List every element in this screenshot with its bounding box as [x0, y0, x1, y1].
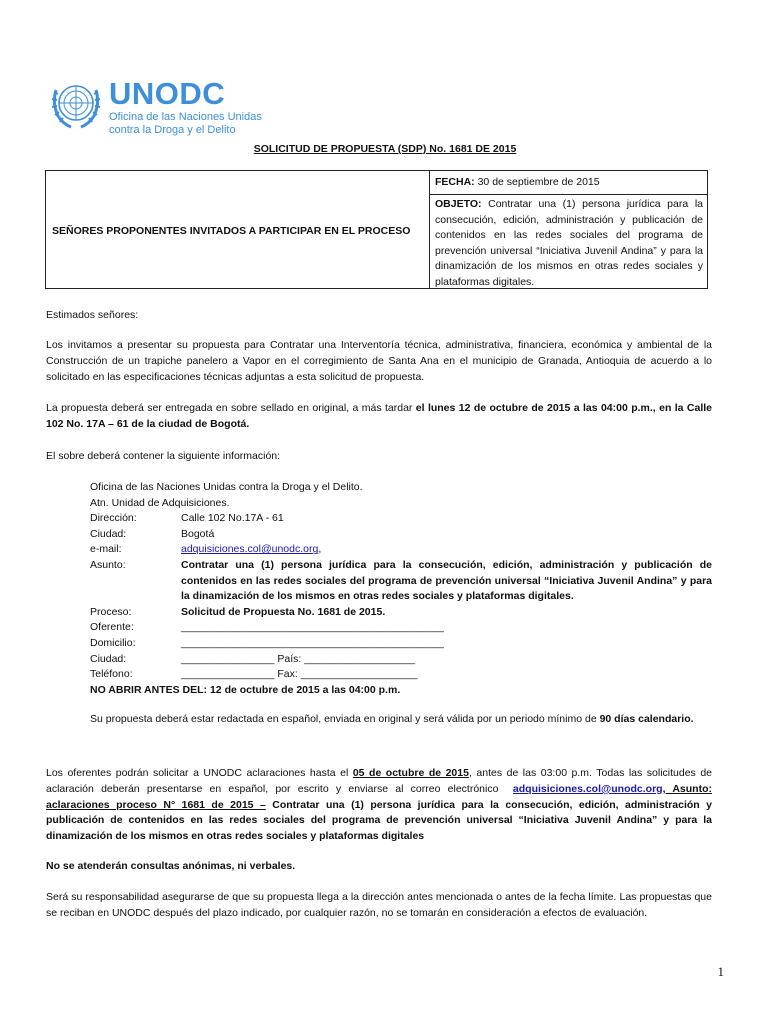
delivery-text: La propuesta deberá ser entregada en sobre sellado en original, a más tardar [46, 402, 413, 414]
addressee-text: SEÑORES PROPONENTES INVITADOS A PARTICIPAR EN EL PROCESO [52, 225, 411, 237]
telefono-fax-blank: ________________ Fax: ____________________ [181, 668, 418, 681]
aclaraciones-date: 05 de octubre de 2015 [352, 767, 469, 779]
address-line2: Atn. Unidad de Adquisiciones. [90, 496, 230, 509]
logo-subtitle-line1: Oficina de las Naciones Unidas [109, 111, 262, 123]
validez-days: 90 días calendario. [596, 713, 694, 726]
validez-text: Su propuesta deberá estar redactada en español, enviada en original y será válida por un periodo mínimo de [90, 713, 597, 726]
document-title: SOLICITUD DE PROPUESTA (SDP) No. 1681 DE 2015 [253, 143, 517, 155]
ciudad2-label: Ciudad: [90, 652, 127, 665]
aclaraciones-asunto-rest: Contratar una (1) persona jurídica para la consecución, edición, administración y publicación de contenidos en las redes sociales del programa de prevención universal “Iniciativa Juvenil Andina” y para la dinamización de los mismos en otras redes sociales y plataformas digitales [46, 798, 712, 843]
header-table [45, 170, 708, 289]
email-suffix: , [318, 543, 322, 556]
paragraph-responsabilidad: Será su responsabilidad asegurarse de que su propuesta llega a la dirección antes mencionada o antes de la fecha límite. Las propuestas que se reciban en UNODC después del plazo indicado, por cualquier razón, no se tomarán en consideración a efectos de evaluación. [46, 891, 712, 919]
objeto-text: Contratar una (1) persona jurídica para la consecución, edición, administración y publicación de contenidos en las redes sociales del programa de prevención universal “Iniciativa Juvenil Andina” y para la dinamización de los mismos en otras redes sociales y plataformas digitales. [435, 198, 704, 288]
no-consultas-text: No se atenderán consultas anónimas, ni verbales. [46, 860, 296, 872]
aclaraciones-text2: , antes de las 03:00 p.m. Todas las solicitudes de aclaración deberán presentarse en español, por escrito y enviarse al correo electrónico [46, 767, 713, 795]
email-link[interactable]: adquisiciones.col@unodc.org [181, 543, 319, 556]
direccion-label: Dirección: [90, 512, 137, 525]
delivery-deadline: el lunes 12 de octubre de 2015 a las 04:00 p.m., en la Calle 102 No. 17A – 61 de la ciudad de Bogotá. [46, 402, 712, 430]
logo-subtitle-line2: contra la Droga y el Delito [109, 124, 236, 136]
no-consultas-notice [46, 859, 712, 875]
asunto-label: Asunto: [90, 558, 126, 571]
ciudad-label: Ciudad: [90, 527, 127, 540]
aclaraciones-text1: Los oferentes podrán solicitar a UNODC aclaraciones hasta el [46, 767, 349, 779]
paragraph-invitation: Los invitamos a presentar su propuesta para Contratar una Interventoría técnica, administrativa, financiera, económica y ambiental de la Construcción de un trapiche panelero a Vapor en el corregimiento de Santa Ana en el municipio de Granada, Antioquia de acuerdo a lo solicitado en las especificaciones técnicas adjuntas a esta solicitud de propuesta. [46, 339, 712, 383]
validez-paragraph [90, 712, 712, 728]
paragraph-delivery [46, 401, 712, 433]
addressee-cell [46, 171, 430, 288]
aclaraciones-email-link[interactable]: adquisiciones.col@unodc.org [512, 782, 663, 795]
asunto-value: Contratar una (1) persona jurídica para la consecución, edición, administración y publicación de contenidos en las redes sociales del programa de prevención universal “Iniciativa Juvenil Andina” y para la dinamización de los mismos en otras redes sociales y plataformas digitales. [181, 558, 712, 603]
proceso-value: Solicitud de Propuesta No. 1681 de 2015. [181, 605, 386, 618]
proceso-label: Proceso: [90, 605, 132, 618]
domicilio-label: Domicilio: [90, 636, 136, 649]
paragraph-envelope: El sobre deberá contener la siguiente información: [46, 450, 281, 462]
ciudad-pais-blank: ________________ País: ___________________ [181, 652, 416, 665]
aclaraciones-asunto: , Asunto: aclaraciones proceso N° 1681 de 2015 – [46, 782, 712, 811]
logo-wordmark: UNODC [109, 76, 226, 111]
objeto-cell [435, 197, 703, 290]
address-line1: Oficina de las Naciones Unidas contra la Droga y el Delito. [90, 481, 363, 493]
oferente-label: Oferente: [90, 621, 134, 634]
un-emblem-icon [49, 76, 103, 130]
greeting: Estimados señores: [46, 309, 139, 321]
domicilio-blank: _____________________________________________ [181, 636, 444, 649]
no-abrir-notice: NO ABRIR ANTES DEL: 12 de octubre de 2015 a las 04:00 p.m. [90, 683, 401, 696]
ciudad-value: Bogotá [181, 527, 215, 540]
fecha-value: 30 de septiembre de 2015 [477, 176, 600, 188]
email-label: e-mail: [90, 543, 122, 556]
page-number: 1 [717, 964, 724, 979]
fecha-cell [430, 171, 707, 195]
objeto-label: OBJETO: [435, 198, 482, 210]
paragraph-aclaraciones [46, 766, 712, 845]
fecha-label: FECHA: [435, 176, 475, 188]
envelope-address-block [90, 480, 712, 728]
telefono-label: Teléfono: [90, 668, 133, 681]
oferente-blank: _____________________________________________ [181, 621, 444, 634]
direccion-value: Calle 102 No.17A - 61 [181, 512, 284, 525]
